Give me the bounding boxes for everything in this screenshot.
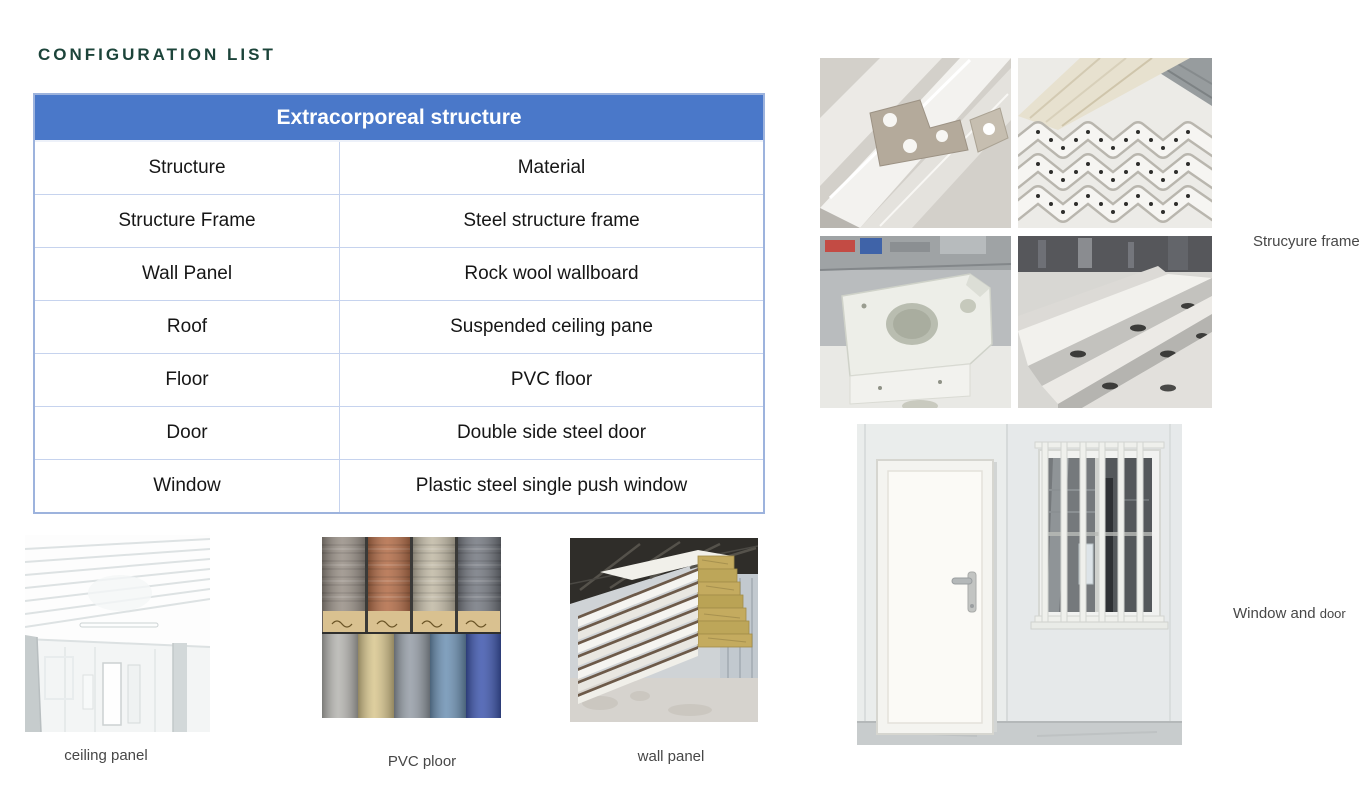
structure-frame-photo-angle-brackets — [1018, 58, 1212, 228]
window — [1031, 442, 1168, 629]
cell-structure: Roof — [35, 301, 340, 353]
cell-material: Suspended ceiling pane — [450, 316, 653, 337]
window-and-door-label-main: Window and — [1233, 605, 1316, 622]
cell-structure: Window — [35, 460, 340, 512]
structure-frame-label: Strucyure frame — [1253, 233, 1360, 250]
structure-frame-photo-channels — [1018, 236, 1212, 408]
window-and-door-label — [1233, 605, 1346, 622]
cell-material: PVC floor — [510, 369, 593, 390]
cell-material: Material — [517, 157, 586, 178]
ceiling-panel-caption: ceiling panel — [64, 747, 148, 764]
table-row — [35, 353, 763, 406]
structure-frame-photo-beams — [820, 58, 1011, 228]
table-row — [35, 459, 763, 512]
cell-structure: Structure — [35, 142, 340, 194]
table-row — [35, 247, 763, 300]
ceiling-panel-photo — [25, 535, 210, 732]
cell-structure: Floor — [35, 354, 340, 406]
cell-structure: Door — [35, 407, 340, 459]
door-window-photo — [857, 424, 1182, 745]
structure-frame-photo-bracket-plate — [820, 236, 1011, 408]
door — [877, 460, 997, 734]
ceiling-light-fixture — [80, 623, 158, 627]
cell-material: Rock wool wallboard — [464, 263, 639, 284]
window-and-door-label-small: door — [1319, 606, 1346, 621]
pvc-floor-photo — [322, 537, 501, 718]
window-sill — [1031, 622, 1168, 629]
configuration-table — [33, 93, 765, 514]
pvc-floor-caption: PVC ploor — [387, 753, 457, 770]
interior-window — [103, 663, 121, 725]
table-header: Extracorporeal structure — [35, 95, 763, 142]
table-row — [35, 142, 763, 194]
wall-panel-photo — [570, 538, 758, 722]
table-row — [35, 406, 763, 459]
cell-material: Double side steel door — [456, 422, 647, 443]
cell-structure: Structure Frame — [35, 195, 340, 247]
wall-panel-caption: wall panel — [637, 748, 705, 765]
page-title: CONFIGURATION LIST — [38, 45, 276, 64]
cell-structure: Wall Panel — [35, 248, 340, 300]
cell-material: Plastic steel single push window — [415, 475, 688, 496]
table-row — [35, 300, 763, 353]
cell-material: Steel structure frame — [463, 210, 640, 231]
table-row — [35, 194, 763, 247]
